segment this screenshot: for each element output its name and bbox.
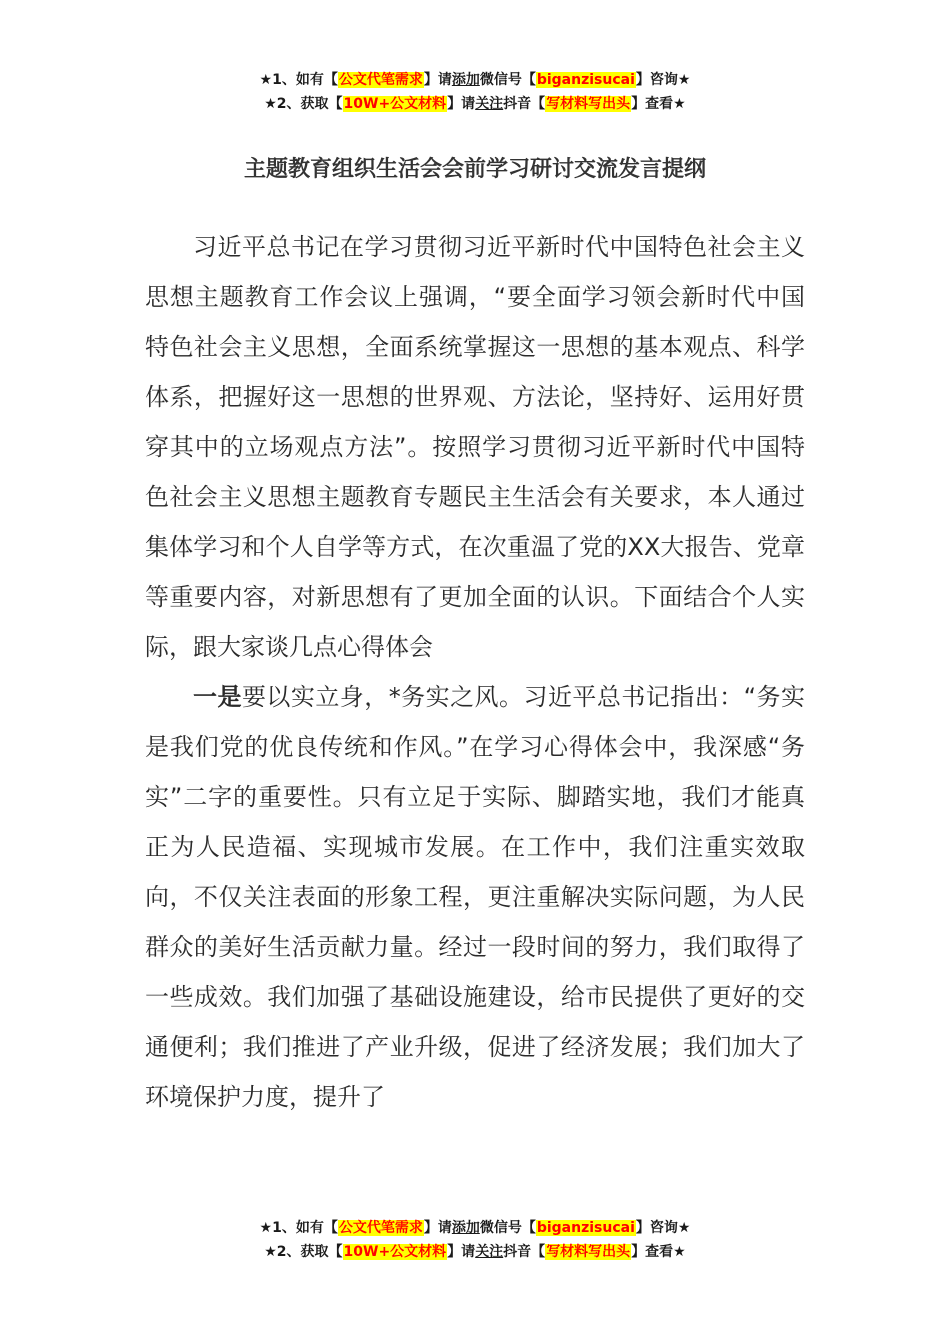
banner-text: 】咨询★ [635, 1220, 691, 1236]
highlight-text: 10W+公文材料 [343, 96, 447, 112]
underlined-text: 关注 [475, 1244, 504, 1260]
banner-text: 】查看★ [631, 1244, 686, 1260]
banner-text: ★1、如有【 [259, 72, 338, 88]
underlined-text: 关注 [475, 96, 504, 112]
wechat-id-highlight: biganzisucai [536, 72, 635, 88]
banner-text: ★1、如有【 [259, 1220, 338, 1236]
banner-text: 抖音【 [503, 96, 546, 112]
banner-text: 微信号【 [479, 72, 536, 88]
highlight-text: 公文代笔需求 [338, 72, 423, 88]
underlined-text: 添加 [451, 1220, 480, 1236]
banner-line-1 [0, 68, 950, 92]
banner-line-2 [0, 1240, 950, 1264]
document-body [145, 222, 805, 1122]
banner-text: 】咨询★ [635, 72, 691, 88]
banner-text: 抖音【 [503, 1244, 546, 1260]
highlight-text: 公文代笔需求 [338, 1220, 423, 1236]
wechat-id-highlight: biganzisucai [536, 1220, 635, 1236]
highlight-text: 10W+公文材料 [343, 1244, 447, 1260]
banner-text: ★2、获取【 [264, 96, 343, 112]
banner-text: ★2、获取【 [264, 1244, 343, 1260]
paragraph-lead: 一是 [193, 683, 242, 711]
banner-text: 】请 [447, 96, 476, 112]
banner-text: 】请 [423, 72, 452, 88]
paragraph-point-one [145, 672, 805, 1122]
underlined-text: 添加 [451, 72, 480, 88]
douyin-id-highlight: 写材料写出头 [546, 96, 631, 112]
paragraph-text: 要以实立身，*务实之风。习近平总书记指出：“务实是我们党的优良传统和作风。”在学习心得体会中，我深感“务实”二字的重要性。只有立足于实际、脚踏实地，我们才能真正为人民造福、实现城市发展。在工作中，我们注重实效取向，不仅关注表面的形象工程，更注重解决实际问题，为人民群众的美好生活贡献力量。经过一段时间的努力，我们取得了一些成效。我们加强了基础设施建设，给市民提供了更好的交通便利；我们推进了产业升级，促进了经济发展；我们加大了环境保护力度，提升了 [145, 683, 806, 1111]
banner-text: 微信号【 [479, 1220, 536, 1236]
banner-text: 】查看★ [631, 96, 686, 112]
footer-banner [0, 1216, 950, 1264]
banner-text: 】请 [447, 1244, 476, 1260]
banner-text: 】请 [423, 1220, 452, 1236]
banner-line-1 [0, 1216, 950, 1240]
paragraph-intro: 习近平总书记在学习贯彻习近平新时代中国特色社会主义思想主题教育工作会议上强调，“要全面学习领会新时代中国特色社会主义思想，全面系统掌握这一思想的基本观点、科学体系，把握好这一思想的世界观、方法论，坚持好、运用好贯穿其中的立场观点方法”。按照学习贯彻习近平新时代中国特色社会主义思想主题教育专题民主生活会有关要求，本人通过集体学习和个人自学等方式，在次重温了党的XX大报告、党章等重要内容，对新思想有了更加全面的认识。下面结合个人实际，跟大家谈几点心得体会 [145, 233, 805, 661]
document-title: 主题教育组织生活会会前学习研讨交流发言提纲 [243, 157, 706, 182]
banner-line-2 [0, 92, 950, 116]
douyin-id-highlight: 写材料写出头 [546, 1244, 631, 1260]
header-banner [0, 68, 950, 116]
